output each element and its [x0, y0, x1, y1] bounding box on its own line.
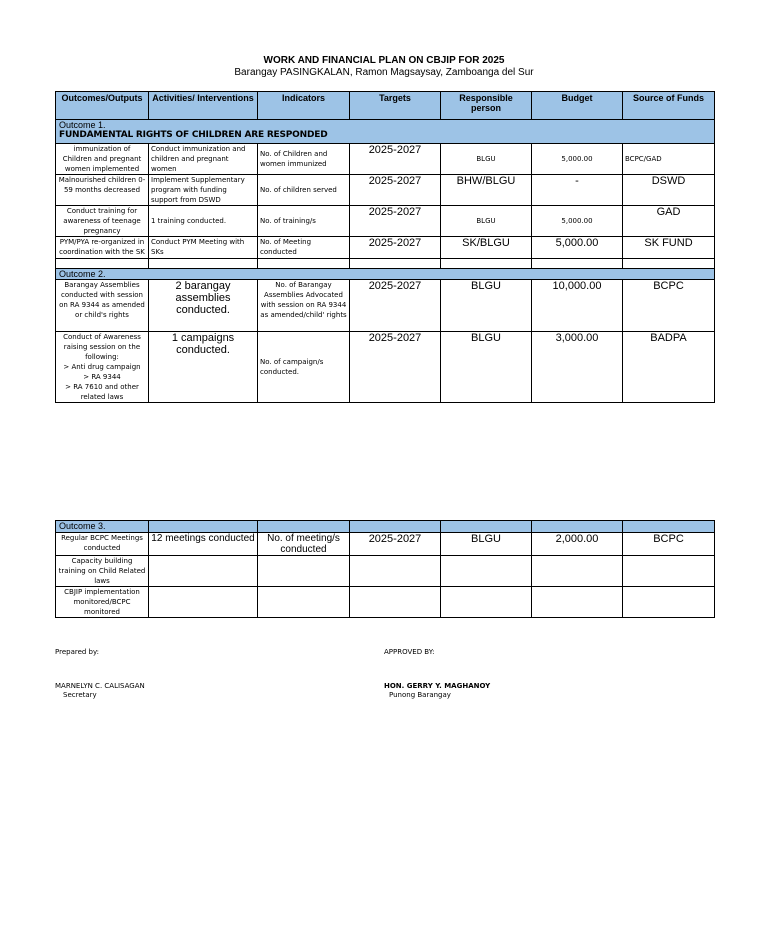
- table-row: [56, 237, 715, 259]
- output-cell: [56, 332, 149, 403]
- table-header-row: [56, 92, 715, 120]
- person-cell: BLGU: [441, 332, 532, 403]
- output-line: > Anti drug campaign: [63, 363, 141, 371]
- person-cell: SK/BLGU: [441, 237, 532, 259]
- budget-cell: 5,000.00: [532, 206, 623, 237]
- output-cell: immunization of Children and pregnant women implemented: [56, 144, 149, 175]
- prepared-by-label: Prepared by:: [55, 648, 99, 656]
- outcome-label: Outcome 1.: [59, 120, 106, 130]
- person-cell: BLGU: [441, 206, 532, 237]
- column-header: Budget: [532, 92, 623, 120]
- output-line: > RA 9344: [83, 373, 121, 381]
- indicator-cell: No. of meeting/s conducted: [258, 533, 350, 556]
- plan-table: [55, 91, 715, 403]
- target-cell: 2025-2027: [350, 206, 441, 237]
- person-cell: BLGU: [441, 144, 532, 175]
- table-row: [56, 206, 715, 237]
- output-line: > RA 7610 and other related laws: [65, 383, 139, 401]
- source-cell: BCPC: [623, 280, 715, 332]
- approved-by-label: APPROVED BY:: [384, 648, 435, 656]
- table-row: [56, 144, 715, 175]
- plan-table-outcome3: [55, 520, 715, 618]
- budget-cell: 3,000.00: [532, 332, 623, 403]
- outcome-heading: FUNDAMENTAL RIGHTS OF CHILDREN ARE RESPONDED: [59, 130, 328, 140]
- approved-by-name: HON. GERRY Y. MAGHANOY: [384, 682, 491, 690]
- indicator-cell: No. of children served: [258, 175, 350, 206]
- column-header: Activities/ Interventions: [149, 92, 258, 120]
- budget-cell: 5,000.00: [532, 144, 623, 175]
- table-row: [56, 533, 715, 556]
- output-line: Conduct of Awareness raising session on the following:: [63, 333, 141, 361]
- output-cell: Barangay Assemblies conducted with session on RA 9344 as amended or child's rights: [56, 280, 149, 332]
- source-cell: GAD: [623, 206, 715, 237]
- source-cell: SK FUND: [623, 237, 715, 259]
- person-cell: BLGU: [441, 533, 532, 556]
- activity-cell: 12 meetings conducted: [149, 533, 258, 556]
- activity-cell: Conduct PYM Meeting with SKs: [149, 237, 258, 259]
- outcome-band: [56, 521, 715, 533]
- target-cell: 2025-2027: [350, 332, 441, 403]
- output-cell: Capacity building training on Child Related laws: [56, 556, 149, 587]
- activity-cell: 2 barangay assemblies conducted.: [149, 280, 258, 332]
- table-row: [56, 175, 715, 206]
- source-cell: DSWD: [623, 175, 715, 206]
- activity-cell: 1 training conducted.: [149, 206, 258, 237]
- output-cell: CBJIP implementation monitored/BCPC monitored: [56, 587, 149, 618]
- source-cell: BADPA: [623, 332, 715, 403]
- column-header: Source of Funds: [623, 92, 715, 120]
- target-cell: 2025-2027: [350, 280, 441, 332]
- column-header: Responsible person: [441, 92, 532, 120]
- indicator-cell: No. of training/s: [258, 206, 350, 237]
- prepared-by-name: MARNELYN C. CALISAGAN: [55, 682, 145, 690]
- output-cell: Conduct training for awareness of teenage pregnancy: [56, 206, 149, 237]
- indicator-cell: No. of campaign/s conducted.: [258, 332, 350, 403]
- source-cell: BCPC/GAD: [623, 144, 715, 175]
- indicator-cell: No. of Children and women immunized: [258, 144, 350, 175]
- outcome-label: Outcome 3.: [56, 521, 149, 533]
- budget-cell: -: [532, 175, 623, 206]
- target-cell: 2025-2027: [350, 144, 441, 175]
- budget-cell: 5,000.00: [532, 237, 623, 259]
- budget-cell: 2,000.00: [532, 533, 623, 556]
- approved-by-title: Punong Barangay: [389, 691, 451, 699]
- table-row: [56, 556, 715, 587]
- table-row: [56, 280, 715, 332]
- target-cell: 2025-2027: [350, 533, 441, 556]
- source-cell: BCPC: [623, 533, 715, 556]
- table-row: [56, 332, 715, 403]
- activity-cell: 1 campaigns conducted.: [149, 332, 258, 403]
- output-cell: PYM/PYA re-organized in coordination with the SK: [56, 237, 149, 259]
- indicator-cell: No. of Barangay Assemblies Advocated with session on RA 9344 as amended/child' rights: [258, 280, 350, 332]
- person-cell: BHW/BLGU: [441, 175, 532, 206]
- person-cell: BLGU: [441, 280, 532, 332]
- document-subtitle: Barangay PASINGKALAN, Ramon Magsaysay, Zamboanga del Sur: [234, 67, 534, 78]
- budget-cell: 10,000.00: [532, 280, 623, 332]
- output-cell: Malnourished children 0-59 months decreased: [56, 175, 149, 206]
- column-header: Outcomes/Outputs: [56, 92, 149, 120]
- outcome-band: [56, 120, 715, 144]
- spacer-row: [56, 259, 715, 269]
- activity-cell: Implement Supplementary program with funding support from DSWD: [149, 175, 258, 206]
- column-header: Targets: [350, 92, 441, 120]
- target-cell: 2025-2027: [350, 237, 441, 259]
- activity-cell: Conduct immunization and children and pregnant women: [149, 144, 258, 175]
- document-title: WORK AND FINANCIAL PLAN ON CBJIP FOR 2025: [263, 55, 505, 66]
- prepared-by-title: Secretary: [63, 691, 97, 699]
- output-cell: Regular BCPC Meetings conducted: [56, 533, 149, 556]
- outcome-label: Outcome 2.: [56, 269, 715, 280]
- table-row: [56, 587, 715, 618]
- indicator-cell: No. of Meeting conducted: [258, 237, 350, 259]
- column-header: Indicators: [258, 92, 350, 120]
- outcome-band: [56, 269, 715, 280]
- target-cell: 2025-2027: [350, 175, 441, 206]
